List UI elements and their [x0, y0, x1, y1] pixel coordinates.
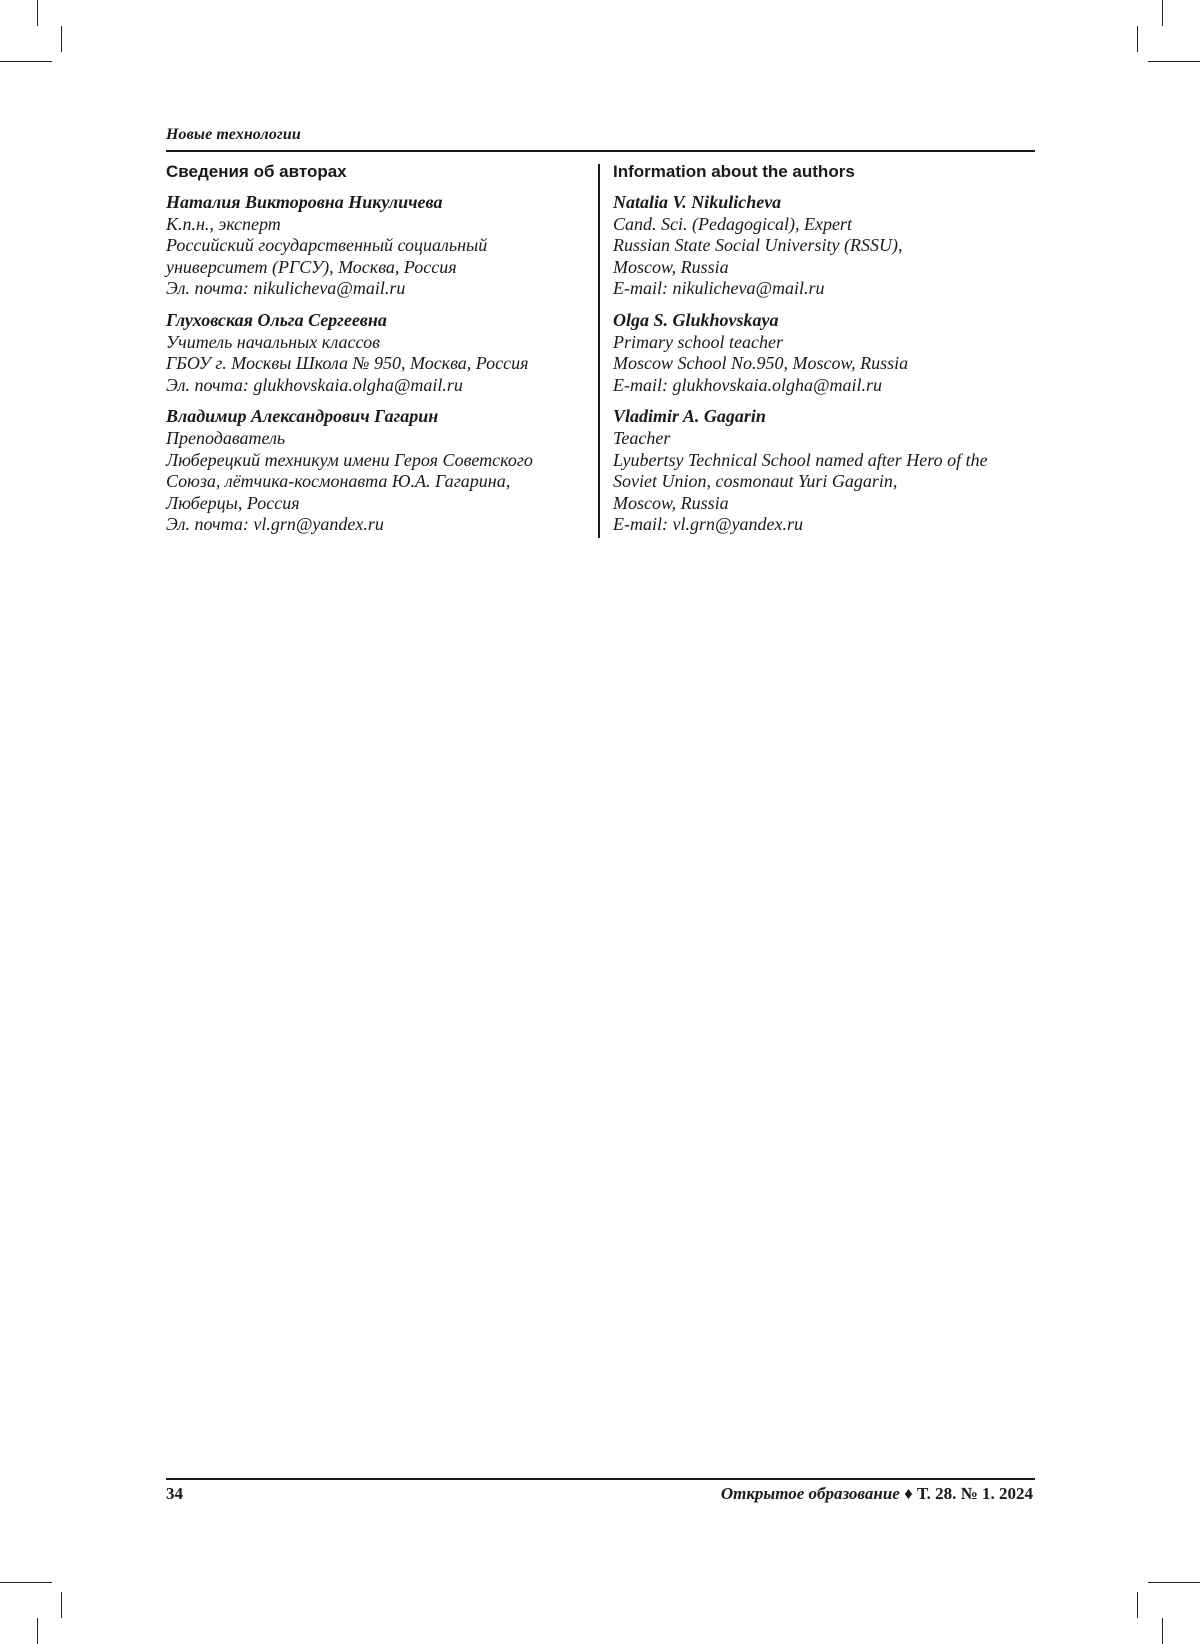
author-detail: Люберецкий техникум имени Героя Советского [166, 449, 533, 470]
crop-mark [61, 26, 62, 52]
author-name: Natalia V. Nikulicheva [613, 192, 782, 212]
column-title-en: Information about the authors [613, 162, 855, 181]
author-name: Olga S. Glukhovskaya [613, 309, 779, 330]
author-detail: Учитель начальных классов [166, 331, 380, 352]
crop-mark [37, 1618, 38, 1644]
author-name: Глуховская Ольга Сергеевна [166, 309, 387, 330]
journal-name: Открытое образование [720, 1484, 900, 1503]
journal-issue: Т. 28. № 1. 2024 [917, 1484, 1033, 1503]
author-block [166, 406, 596, 536]
author-detail: К.п.н., эксперт [166, 213, 281, 234]
header-rule [166, 150, 1035, 152]
crop-mark [0, 1582, 26, 1583]
author-detail: Lyubertsy Technical School named after Hero of the [613, 449, 988, 470]
author-detail: Primary school teacher [613, 331, 783, 352]
author-email: Эл. почта: vl.grn@yandex.ru [166, 514, 384, 535]
crop-mark [26, 1582, 52, 1583]
crop-mark [37, 0, 38, 26]
footer-rule [166, 1478, 1035, 1480]
author-detail: Moscow, Russia [613, 256, 729, 277]
author-name: Владимир Александрович Гагарин [166, 406, 439, 427]
author-detail: Союза, лётчика-космонавта Ю.А. Гагарина, [166, 471, 511, 492]
crop-mark [1162, 0, 1163, 26]
crop-mark [26, 61, 52, 62]
crop-mark [1174, 61, 1200, 62]
author-detail: Teacher [613, 427, 671, 448]
authors-column-ru [166, 160, 596, 546]
author-name: Vladimir A. Gagarin [613, 406, 766, 427]
crop-mark [1162, 1618, 1163, 1644]
author-detail: Российский государственный социальный [166, 235, 488, 256]
journal-citation [721, 1484, 1033, 1504]
diamond-separator-icon: ♦ [904, 1484, 913, 1503]
author-block [613, 406, 1033, 536]
crop-mark [1174, 1582, 1200, 1583]
author-detail: Moscow, Russia [613, 492, 729, 513]
column-title-ru: Сведения об авторах [166, 162, 347, 181]
author-email: Эл. почта: glukhovskaia.olgha@mail.ru [166, 374, 463, 395]
author-email: E-mail: nikulicheva@mail.ru [613, 278, 825, 299]
author-detail: Преподаватель [166, 427, 286, 448]
author-block [166, 310, 596, 396]
page-number: 34 [166, 1484, 183, 1503]
crop-mark [1137, 1592, 1138, 1618]
crop-mark [61, 1592, 62, 1618]
author-detail: университет (РГСУ), Москва, Россия [166, 256, 457, 277]
column-divider [598, 164, 600, 538]
author-block [613, 310, 1033, 396]
crop-mark [1137, 26, 1138, 52]
author-block [613, 192, 1033, 300]
author-detail: ГБОУ г. Москвы Школа № 950, Москва, Россия [166, 353, 529, 374]
author-detail: Soviet Union, cosmonaut Yuri Gagarin, [613, 471, 898, 492]
author-detail: Russian State Social University (RSSU), [613, 235, 903, 256]
author-detail: Moscow School No.950, Moscow, Russia [613, 353, 909, 374]
author-detail: Люберцы, Россия [166, 492, 300, 513]
author-email: Эл. почта: nikulicheva@mail.ru [166, 278, 406, 299]
author-block [166, 192, 596, 300]
crop-mark [0, 61, 26, 62]
crop-mark [1148, 1582, 1174, 1583]
author-email: E-mail: glukhovskaia.olgha@mail.ru [613, 374, 883, 395]
author-name: Наталия Викторовна Никуличева [166, 192, 443, 212]
author-detail: Cand. Sci. (Pedagogical), Expert [613, 213, 852, 234]
crop-mark [1148, 61, 1174, 62]
author-email: E-mail: vl.grn@yandex.ru [613, 514, 804, 535]
running-head: Новые технологии [166, 126, 301, 143]
authors-column-en [613, 160, 1033, 546]
